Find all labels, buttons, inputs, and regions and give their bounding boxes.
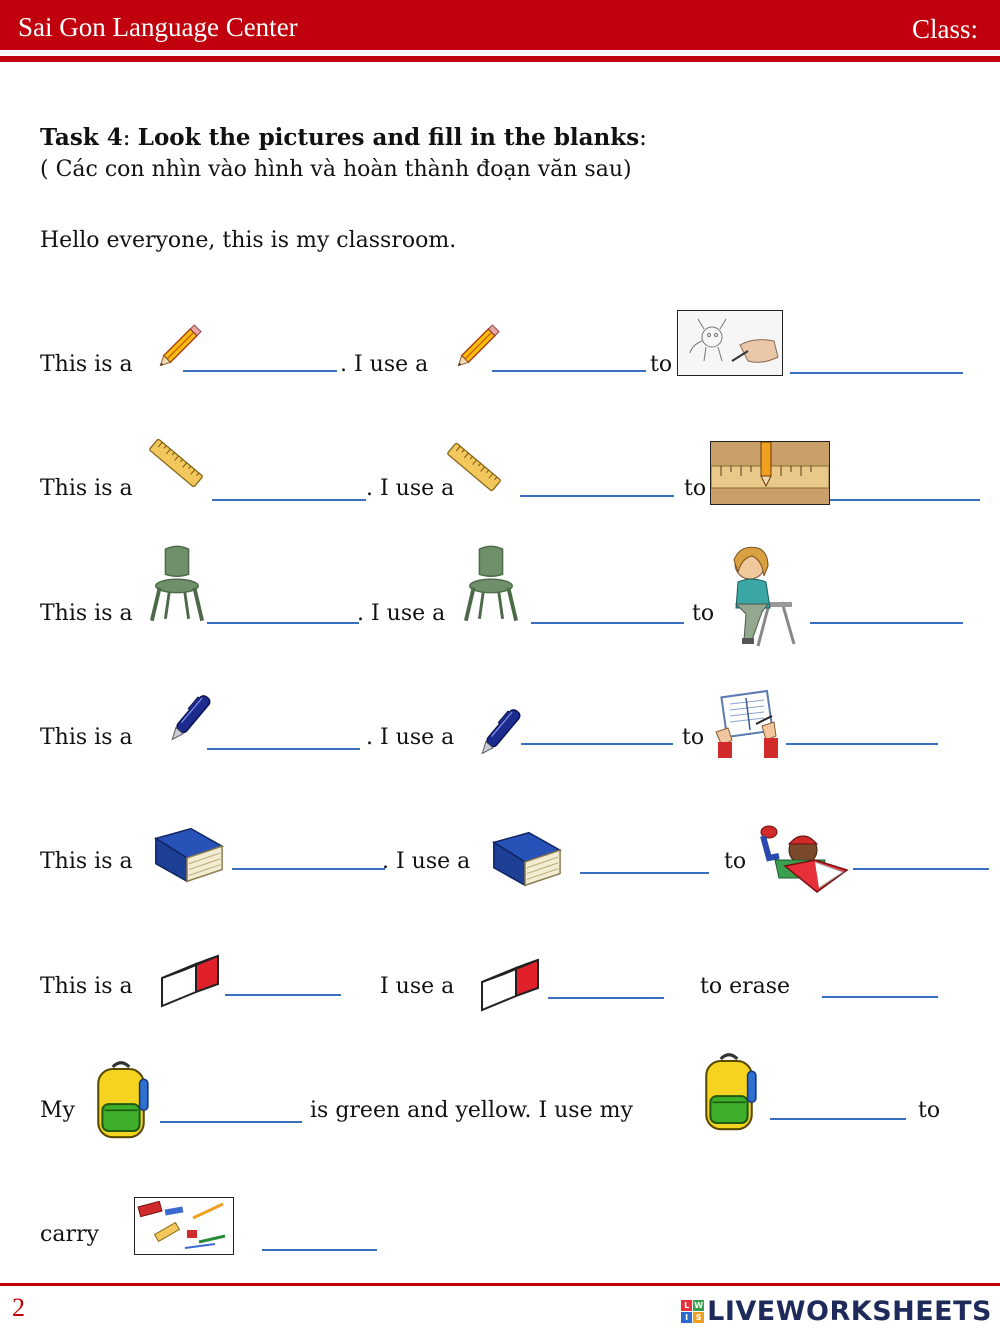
- row6-blank-1[interactable]: [225, 994, 341, 996]
- row2-blank-1[interactable]: [212, 499, 366, 501]
- row7-text-b: is green and yellow. I use my: [310, 1098, 633, 1123]
- girl-sitting-picture: [722, 542, 800, 648]
- book-icon: [486, 828, 564, 888]
- logo-mark-letter: I: [681, 1312, 692, 1323]
- row1-text-b: . I use a: [340, 352, 429, 377]
- intro-sentence: Hello everyone, this is my classroom.: [40, 228, 457, 253]
- pencil-icon: [148, 312, 214, 378]
- row5-text-a: This is a: [40, 849, 133, 874]
- logo-text: LIVEWORKSHEETS: [707, 1295, 992, 1327]
- row2-blank-3[interactable]: [830, 499, 980, 501]
- logo-mark-letter: W: [694, 1300, 704, 1310]
- logo-mark-letter: L: [681, 1300, 692, 1311]
- row1-text-a: This is a: [40, 352, 133, 377]
- row6-blank-3[interactable]: [822, 996, 938, 998]
- writing-picture: [710, 688, 782, 758]
- ruler-icon: [142, 432, 210, 494]
- backpack-icon: [698, 1050, 760, 1134]
- center-title: Sai Gon Language Center: [18, 12, 298, 42]
- row6-text-c: to erase: [700, 974, 791, 999]
- row3-blank-1[interactable]: [207, 622, 359, 624]
- row5-text-b: . I use a: [382, 849, 471, 874]
- row6-text-b: I use a: [380, 974, 455, 999]
- class-label: Class:: [911, 14, 978, 44]
- row5-text-c: to: [724, 849, 747, 874]
- row4-blank-2[interactable]: [521, 743, 673, 745]
- task-separator: :: [122, 125, 138, 151]
- measuring-picture: [710, 441, 830, 505]
- row2-blank-2[interactable]: [520, 495, 674, 497]
- row1-blank-3[interactable]: [790, 372, 963, 374]
- row2-text-a: This is a: [40, 476, 133, 501]
- chair-icon: [148, 542, 206, 626]
- row8-text-a: carry: [40, 1222, 99, 1247]
- row3-blank-3[interactable]: [810, 622, 963, 624]
- school-supplies-picture: [134, 1197, 234, 1255]
- row7-blank-2[interactable]: [770, 1118, 906, 1120]
- task-title: [40, 124, 647, 151]
- chair-icon: [462, 542, 520, 626]
- task-instruction: Look the pictures and fill in the blanks: [137, 124, 640, 151]
- page-number: 2: [12, 1293, 25, 1322]
- logo-mark-letter: S: [693, 1312, 704, 1323]
- row4-text-a: This is a: [40, 725, 133, 750]
- drawing-picture: [677, 310, 783, 376]
- row6-text-a: This is a: [40, 974, 133, 999]
- task-colon: :: [639, 125, 647, 151]
- book-icon: [148, 824, 226, 884]
- footer-divider: [0, 1283, 1000, 1286]
- row7-text-c: to: [918, 1098, 941, 1123]
- row6-blank-2[interactable]: [548, 997, 664, 999]
- eraser-icon: [156, 950, 226, 1010]
- task-subtitle: ( Các con nhìn vào hình và hoàn thành đoạn văn sau): [40, 157, 632, 182]
- row4-blank-1[interactable]: [207, 748, 360, 750]
- row3-text-c: to: [692, 601, 715, 626]
- eraser-icon: [476, 954, 546, 1014]
- header-divider: [0, 56, 1000, 62]
- row2-text-c: to: [684, 476, 707, 501]
- row4-text-c: to: [682, 725, 705, 750]
- header-bar: [0, 0, 1000, 50]
- row5-blank-1[interactable]: [232, 868, 385, 870]
- row7-blank-1[interactable]: [160, 1121, 302, 1123]
- row3-blank-2[interactable]: [531, 622, 684, 624]
- ruler-icon: [440, 436, 508, 498]
- pencil-icon: [446, 312, 512, 378]
- row4-blank-3[interactable]: [786, 743, 938, 745]
- pen-icon: [468, 698, 534, 764]
- row8-blank-1[interactable]: [262, 1249, 377, 1251]
- boy-reading-picture: [755, 822, 853, 896]
- row1-blank-1[interactable]: [183, 370, 337, 372]
- pen-icon: [158, 684, 224, 750]
- row7-text-a: My: [40, 1098, 75, 1123]
- row2-text-b: . I use a: [366, 476, 455, 501]
- row5-blank-2[interactable]: [580, 872, 709, 874]
- row1-blank-2[interactable]: [492, 370, 646, 372]
- logo-mark-icon: [681, 1300, 704, 1323]
- task-number: Task 4: [40, 124, 123, 151]
- row4-text-b: . I use a: [366, 725, 455, 750]
- liveworksheets-logo: [681, 1294, 992, 1328]
- row1-text-c: to: [650, 352, 673, 377]
- row3-text-a: This is a: [40, 601, 133, 626]
- backpack-icon: [90, 1058, 152, 1142]
- row5-blank-3[interactable]: [853, 868, 989, 870]
- row3-text-b: . I use a: [357, 601, 446, 626]
